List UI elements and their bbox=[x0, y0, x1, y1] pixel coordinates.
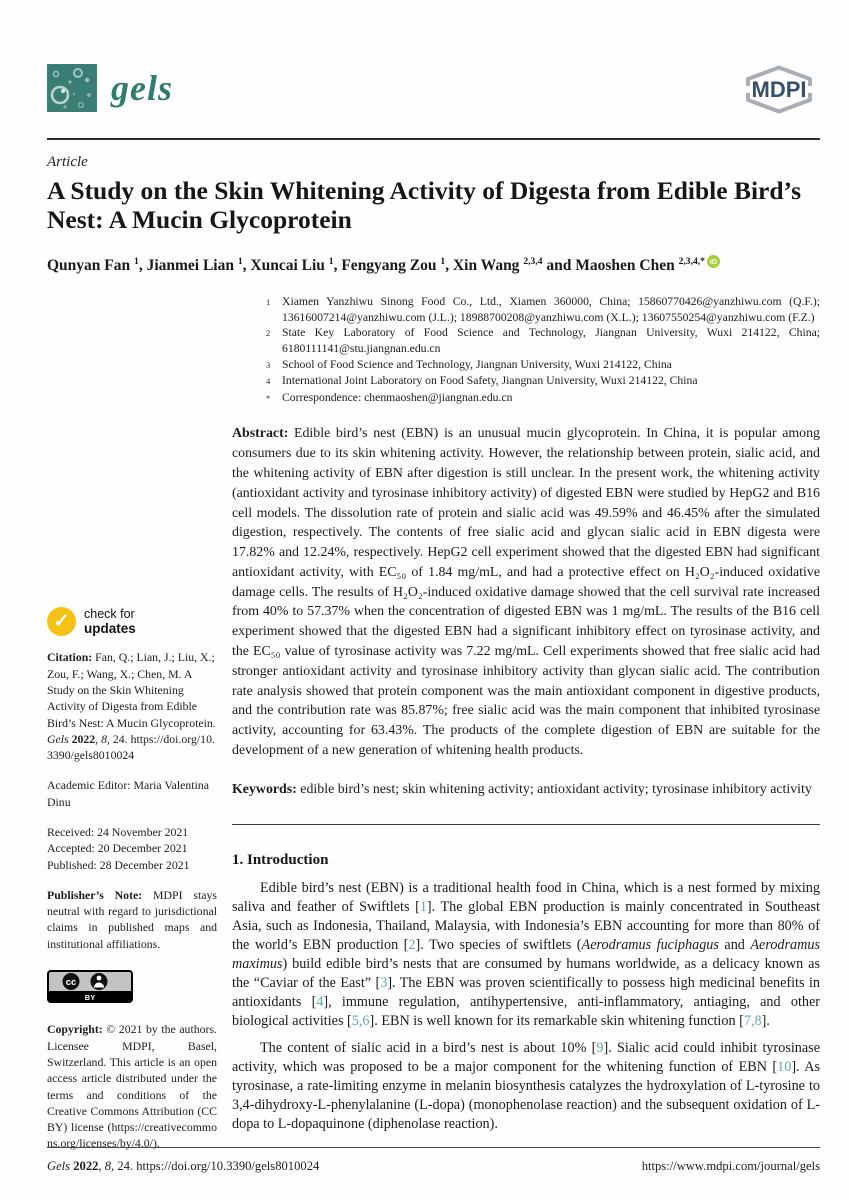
reference-link[interactable]: 9 bbox=[596, 1039, 604, 1056]
affiliation-text: State Key Laboratory of Food Science and Technology, Jiangnan University, Wuxi 214122, China; 6180111141@stu.jiangnan.edu.cn bbox=[282, 326, 820, 355]
affiliation-marker: 4 bbox=[266, 376, 271, 387]
text-segment: ], immune regulation, antihypertensive, anti-inflammatory, antiaging, and other biological activities [ bbox=[232, 993, 820, 1029]
affiliation-row bbox=[266, 390, 820, 407]
mdpi-logo-text: MDPI bbox=[751, 77, 807, 102]
affiliation-row bbox=[266, 294, 820, 325]
citation-block bbox=[47, 649, 217, 763]
footer-citation bbox=[47, 1159, 319, 1174]
cc-icon: cc bbox=[65, 977, 77, 989]
reference-link[interactable]: 3 bbox=[380, 974, 388, 991]
superscript-marker: 1 bbox=[440, 256, 446, 267]
intro-paragraph bbox=[232, 879, 820, 1031]
journal-wordmark: gels bbox=[111, 68, 173, 108]
affiliation-text: Xiamen Yanzhiwu Sinong Food Co., Ltd., Xiamen 360000, China; 15860770426@yanzhiwu.com (Q.F.); 13616007214@yanzhiwu.com (J.L.); 18988700208@yanzhiwu.com (X.L.); 13607550254@yanzhiwu.com (F.Z.) bbox=[282, 295, 820, 324]
affiliations-block bbox=[266, 294, 820, 406]
text-segment: and bbox=[718, 936, 751, 953]
text-segment: Fan, Q.; Lian, J.; Liu, X.; Zou, F.; Wang, X.; Chen, M. A Study on the Skin Whitening Activity of Digesta from Edible Bird’s Nest: A Mucin Glycoprotein. bbox=[47, 650, 216, 730]
journal-brand bbox=[47, 64, 173, 112]
text-segment: Qunyan Fan bbox=[47, 257, 135, 275]
check-updates-line2: updates bbox=[84, 620, 136, 636]
text-segment: Gels bbox=[47, 1159, 74, 1173]
text-segment: Citation: bbox=[47, 650, 96, 665]
affiliation-text: International Joint Laboratory on Food Safety, Jiangnan University, Wuxi 214122, China bbox=[282, 374, 698, 388]
superscript-marker: 2,3,4,* bbox=[678, 256, 705, 267]
affiliation-row bbox=[266, 373, 820, 390]
text-segment: , 24. bbox=[106, 731, 131, 746]
reference-link[interactable]: 7,8 bbox=[743, 1012, 762, 1029]
text-segment: , 24. bbox=[111, 1159, 137, 1173]
reference-link[interactable]: 5,6 bbox=[351, 1012, 370, 1029]
keywords-divider bbox=[232, 824, 820, 825]
margin-sidebar bbox=[47, 424, 232, 1151]
text-segment: ]. As tyrosinase, a rate-limiting enzyme in melanin biosynthesis catalyzes the hydroxylation of L-tyrosine to 3,4-dihydroxy-L-phenylalanine (L-dopa) (monophenolase reaction) and the subsequent oxidation of L-dopa to L-dopaquinone (diphenolase reaction). bbox=[232, 1058, 821, 1132]
text-segment: 2022 bbox=[73, 1159, 99, 1173]
keywords bbox=[232, 780, 820, 800]
check-for-updates-badge[interactable] bbox=[47, 607, 217, 636]
affiliation-marker: 3 bbox=[266, 359, 271, 370]
check-updates-line1: check for bbox=[84, 607, 135, 622]
link[interactable]: https://doi.org/10.3390/gels8010024 bbox=[47, 731, 215, 763]
superscript-marker: 2,3,4 bbox=[523, 256, 543, 267]
page-header bbox=[47, 0, 820, 132]
text-segment: ). bbox=[152, 1136, 160, 1151]
cc-by-label: BY bbox=[84, 993, 96, 1003]
content-columns bbox=[47, 424, 820, 1151]
published-date: Published: 28 December 2021 bbox=[47, 857, 190, 872]
text-segment: ]. The EBN was proven scientifically to possess high medicinal benefits in antioxidants [ bbox=[232, 974, 820, 1010]
affiliation-row bbox=[266, 325, 820, 356]
text-segment: Abstract: bbox=[232, 426, 294, 442]
text-segment: MDPI stays neutral with regard to jurisdictional claims in published maps and institutional affiliations. bbox=[47, 887, 217, 951]
text-segment: 8 bbox=[104, 1159, 112, 1173]
text-segment: ]. Sialic acid could inhibit tyrosinase activity, which was proposed to be a major component for the whitening function of EBN [ bbox=[232, 1039, 821, 1075]
text-segment: ]. Two species of swiftlets ( bbox=[415, 936, 582, 953]
affiliation-marker: 2 bbox=[266, 328, 271, 339]
affiliation-row bbox=[266, 357, 820, 374]
mdpi-logo bbox=[738, 64, 820, 114]
affiliation-marker: 1 bbox=[266, 297, 271, 308]
authors-line bbox=[47, 255, 820, 275]
text-segment: ]. The global EBN production is mainly concentrated in Southeast Asia, such as Indonesia, Thailand, Malaysia, with Indonesia’s EBN accounting for more than 80% of the world’s EBN production [ bbox=[232, 898, 820, 953]
header-rule bbox=[47, 138, 820, 140]
gels-logo-icon bbox=[47, 64, 97, 112]
copyright-block bbox=[47, 1021, 217, 1151]
cc-by-badge[interactable] bbox=[47, 970, 217, 1007]
affiliation-marker: * bbox=[266, 392, 271, 403]
text-segment: , Fengyang Zou bbox=[333, 257, 441, 275]
superscript-marker: 1 bbox=[237, 256, 243, 267]
text-segment: Keywords: bbox=[232, 781, 301, 797]
check-updates-text bbox=[84, 608, 136, 635]
accepted-date: Accepted: 20 December 2021 bbox=[47, 841, 188, 856]
affiliation-text: School of Food Science and Technology, Jiangnan University, Wuxi 214122, China bbox=[282, 357, 672, 371]
academic-editor: Academic Editor: Maria Valentina Dinu bbox=[47, 778, 209, 809]
authors-text bbox=[47, 257, 705, 274]
text-segment: Edible bird’s nest (EBN) is an unusual mucin glycoprotein. In China, it is popular among consumers due to its skin whitening activity. However, the relationship between protein, sialic acid, and the whitening activity of EBN after digestion is still unclear. In the present work, the whitening activity (antioxidant activity and tyrosinase inhibitory activity) of digested EBN were studied by HepG2 and B16 cell models. The dissolution rate of protein and sialic acid was 49.59% and 46.45% after the simulated digestion, respectively. The contents of free sialic acid and glycan sialic acid in EBN digesta were 17.82% and 12.24%, respectively. HepG2 cell experiment showed that the digested EBN had significant antioxidant activity, with EC₅₀ of 1.84 mg/mL, and had a protective effect on H₂O₂-induced oxidative damage cells. The results of H₂O₂-induced oxidative damage showed that the cell survival rate increased from 40% to 57.37% when the concentration of digested EBN was 1 mg/mL. The results of the B16 cell experiment showed that the digested EBN had a significant inhibitory effect on tyrosinase activity, and the EC₅₀ value of tyrosinase activity was 7.22 mg/mL. Cell experiments showed that free sialic acid had stronger antioxidant activity and tyrosinase inhibitory activity than glycan sialic acid. The contribution rate analysis showed that protein component was the main antioxidant component in digestive products, and the contribution rate was 85.87%; free sialic acid was the main component that inhibited tyrosinase activity, accounting for 63.43%. The products of the complete digestion of EBN are suitable for the development of a new generation of whitening health products. bbox=[232, 426, 820, 759]
orcid-icon[interactable]: iD bbox=[707, 255, 720, 268]
reference-link[interactable]: 4 bbox=[316, 993, 324, 1010]
text-segment: 8 bbox=[101, 731, 107, 746]
text-segment: , bbox=[95, 731, 102, 746]
link[interactable]: https://creativecommons.org/licenses/by/4.0/ bbox=[47, 1120, 217, 1151]
text-segment: Copyright: bbox=[47, 1022, 107, 1037]
text-segment: and Maoshen Chen bbox=[542, 257, 679, 275]
text-segment: 2022 bbox=[71, 731, 96, 746]
text-segment: The content of sialic acid in a bird’s nest is about 10% [ bbox=[260, 1039, 597, 1056]
journal-url-link[interactable]: https://www.mdpi.com/journal/gels bbox=[641, 1159, 820, 1173]
text-segment: © 2021 by the authors. Licensee MDPI, Basel, Switzerland. This article is an open access article distributed under the terms and conditions of the Creative Commons Attribution (CC BY) license ( bbox=[47, 1022, 217, 1135]
reference-link[interactable]: 1 bbox=[419, 898, 427, 915]
publishers-note bbox=[47, 887, 217, 952]
reference-link[interactable]: 10 bbox=[777, 1058, 792, 1075]
superscript-marker: 1 bbox=[134, 256, 139, 267]
text-segment: Edible bird’s nest (EBN) is a traditional health food in China, which is a nest formed by mixing saliva and feather of Swiftlets [ bbox=[232, 879, 820, 915]
article-type-label: Article bbox=[47, 154, 88, 170]
article-title: A Study on the Skin Whitening Activity of Digesta from Edible Bird’s Nest: A Mucin Glycoprotein bbox=[47, 176, 802, 234]
text-segment: Publisher’s Note: bbox=[47, 887, 154, 902]
link[interactable]: https://doi.org/10.3390/gels8010024 bbox=[136, 1159, 320, 1173]
reference-link[interactable]: 2 bbox=[408, 936, 416, 953]
text-segment: , bbox=[98, 1159, 105, 1173]
text-segment: ]. bbox=[761, 1012, 770, 1029]
page-footer bbox=[47, 1147, 820, 1174]
received-date: Received: 24 November 2021 bbox=[47, 824, 189, 839]
text-segment: , Jianmei Lian bbox=[138, 257, 238, 275]
superscript-marker: 1 bbox=[328, 256, 334, 267]
section-heading-introduction: 1. Introduction bbox=[232, 851, 329, 868]
text-segment: Aerodramus fuciphagus bbox=[581, 936, 719, 953]
intro-paragraph bbox=[232, 1039, 820, 1134]
abstract bbox=[232, 424, 820, 761]
text-segment: edible bird’s nest; skin whitening activity; antioxidant activity; tyrosinase inhibitory activity bbox=[300, 781, 812, 797]
text-segment: ]. EBN is well known for its remarkable skin whitening function [ bbox=[369, 1012, 744, 1029]
text-segment: ) build edible bird’s nests that are consumed by humans worldwide, as a delicacy known as the “Caviar of the East” [ bbox=[232, 955, 820, 991]
dates-block bbox=[47, 824, 217, 873]
correspondence-text: Correspondence: chenmaoshen@jiangnan.edu.cn bbox=[282, 390, 513, 404]
text-segment: Gels bbox=[47, 731, 72, 746]
text-segment: , Xuncai Liu bbox=[242, 257, 329, 275]
text-segment: , Xin Wang bbox=[445, 257, 524, 275]
text-segment: Aerodramus maximus bbox=[232, 936, 820, 972]
main-column bbox=[232, 424, 820, 1151]
check-icon: ✓ bbox=[47, 607, 76, 636]
